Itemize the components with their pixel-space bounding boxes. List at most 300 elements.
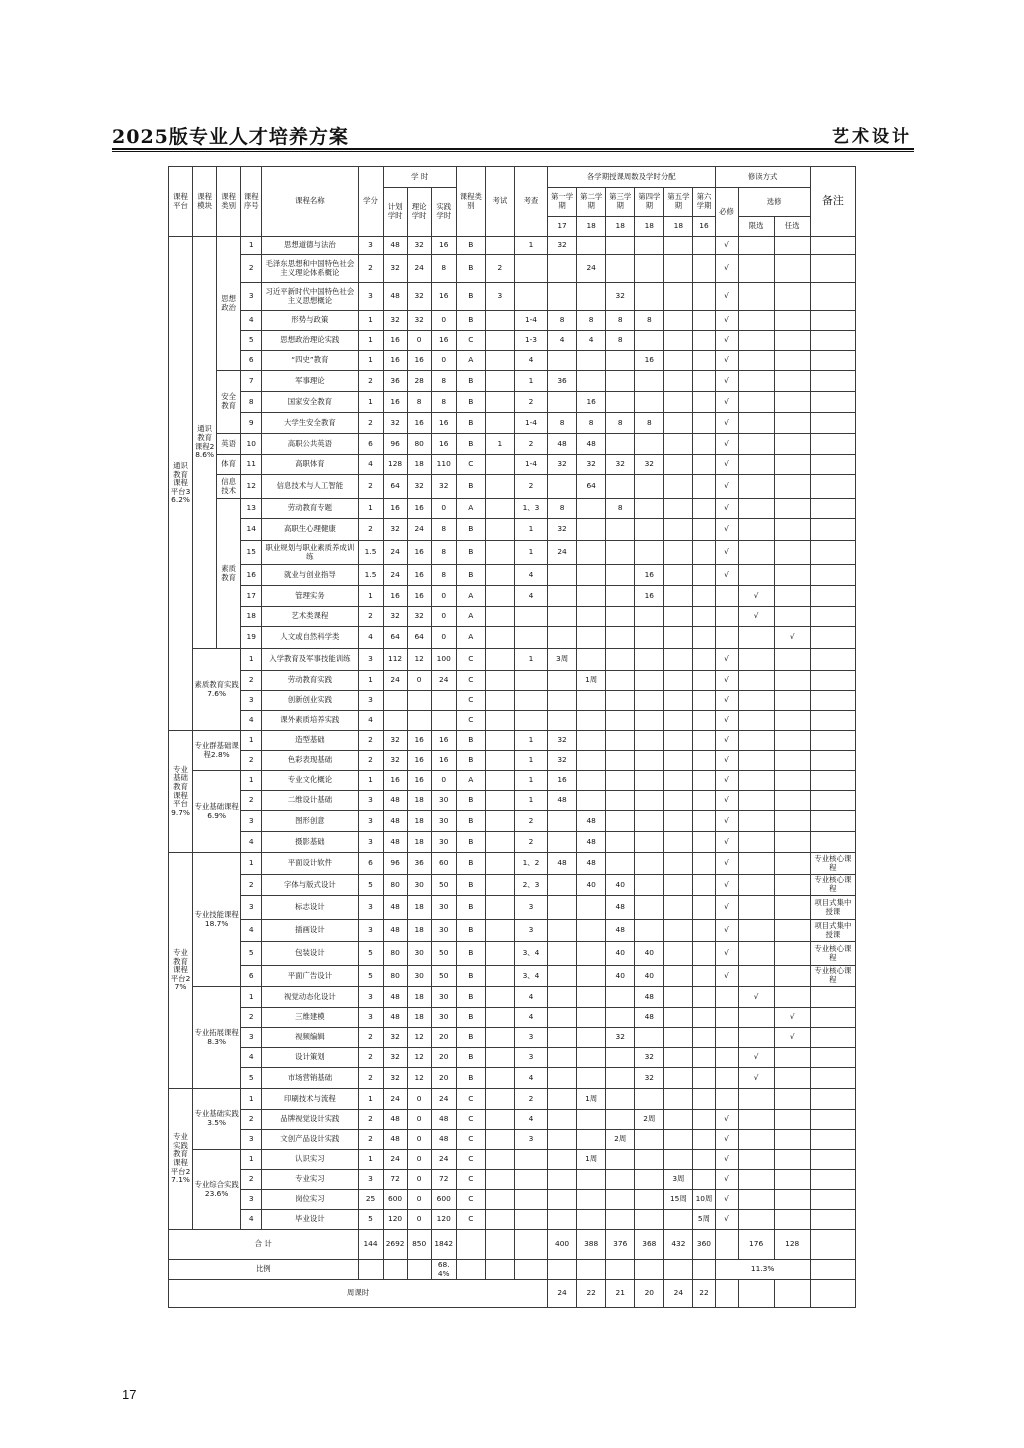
head-limited: 限选 xyxy=(738,217,774,237)
course-sem-5 xyxy=(664,853,693,875)
course-sem-1 xyxy=(548,1110,577,1130)
course-sem-5 xyxy=(664,966,693,987)
course-exam xyxy=(485,627,514,649)
course-limited: √ xyxy=(738,586,774,607)
course-plan-hours: 48 xyxy=(383,1110,407,1130)
course-sem-6 xyxy=(693,942,715,966)
course-seq: 2 xyxy=(241,671,262,691)
course-sem-4 xyxy=(635,1170,664,1190)
course-sem-1: 8 xyxy=(548,413,577,434)
course-limited xyxy=(738,434,774,455)
ratio-sem-empty xyxy=(693,1260,715,1280)
course-credit: 3 xyxy=(358,649,383,671)
course-sem-1 xyxy=(548,1210,577,1230)
course-sem-2 xyxy=(577,896,606,920)
course-sem-5 xyxy=(664,311,693,331)
course-sem-6 xyxy=(693,392,715,413)
course-check: 3 xyxy=(514,1028,547,1048)
course-theory-hours: 32 xyxy=(407,607,431,627)
course-seq: 2 xyxy=(241,751,262,771)
course-sem-3 xyxy=(606,791,635,811)
course-sem-2: 32 xyxy=(577,455,606,475)
course-credit: 1 xyxy=(358,671,383,691)
course-check xyxy=(514,1210,547,1230)
course-plan-hours: 48 xyxy=(383,920,407,942)
course-sem-6 xyxy=(693,351,715,371)
course-check: 1-4 xyxy=(514,455,547,475)
course-practice-hours xyxy=(431,691,456,711)
course-seq: 2 xyxy=(241,875,262,896)
course-sem-4 xyxy=(635,475,664,499)
course-remark xyxy=(810,434,855,455)
course-check: 3、4 xyxy=(514,966,547,987)
course-required xyxy=(715,987,738,1008)
course-type: C xyxy=(456,691,485,711)
course-check: 1 xyxy=(514,519,547,541)
course-row xyxy=(169,771,856,791)
course-sem-2 xyxy=(577,649,606,671)
course-sem-6 xyxy=(693,771,715,791)
course-exam xyxy=(485,499,514,519)
course-sem-6 xyxy=(693,499,715,519)
course-sem-6 xyxy=(693,1008,715,1028)
course-theory-hours xyxy=(407,691,431,711)
course-sem-2: 48 xyxy=(577,811,606,832)
course-name: 二维设计基础 xyxy=(262,791,358,811)
course-sem-3 xyxy=(606,1190,635,1210)
course-sem-6 xyxy=(693,607,715,627)
course-required: √ xyxy=(715,671,738,691)
course-remark xyxy=(810,671,855,691)
course-sem-3 xyxy=(606,987,635,1008)
course-sem-3 xyxy=(606,811,635,832)
course-practice-hours: 8 xyxy=(431,255,456,283)
head-module: 课程模块 xyxy=(193,167,217,237)
course-sem-6 xyxy=(693,751,715,771)
module-skill: 专业技能课程18.7% xyxy=(193,853,241,987)
course-limited xyxy=(738,1190,774,1210)
course-sem-4 xyxy=(635,1028,664,1048)
course-name: 信息技术与人工智能 xyxy=(262,475,358,499)
weekly-limited xyxy=(738,1280,774,1308)
course-name: 创新创业实践 xyxy=(262,691,358,711)
course-exam xyxy=(485,731,514,751)
course-theory-hours: 16 xyxy=(407,586,431,607)
course-theory-hours: 0 xyxy=(407,1210,431,1230)
course-limited: √ xyxy=(738,987,774,1008)
course-sem-1 xyxy=(548,671,577,691)
head-semester-group: 各学期授课周数及学时分配 xyxy=(548,167,715,188)
course-theory-hours: 0 xyxy=(407,331,431,351)
course-limited xyxy=(738,966,774,987)
course-sem-5 xyxy=(664,499,693,519)
course-name: 色彩表现基础 xyxy=(262,751,358,771)
course-sem-2 xyxy=(577,987,606,1008)
totals-remark xyxy=(810,1230,855,1260)
course-sem-3 xyxy=(606,541,635,565)
totals-empty xyxy=(485,1230,514,1260)
course-name: 插画设计 xyxy=(262,920,358,942)
course-plan-hours: 32 xyxy=(383,255,407,283)
course-theory-hours: 0 xyxy=(407,1150,431,1170)
course-required: √ xyxy=(715,875,738,896)
course-check: 2 xyxy=(514,832,547,853)
course-theory-hours: 18 xyxy=(407,987,431,1008)
course-plan-hours: 16 xyxy=(383,392,407,413)
course-sem-1: 32 xyxy=(548,519,577,541)
course-theory-hours: 32 xyxy=(407,475,431,499)
course-limited xyxy=(738,711,774,731)
course-limited: √ xyxy=(738,607,774,627)
course-name: 思想道德与法治 xyxy=(262,237,358,255)
course-sem-4 xyxy=(635,853,664,875)
course-plan-hours: 48 xyxy=(383,791,407,811)
course-exam xyxy=(485,1210,514,1230)
module-group-base: 专业群基础课程2.8% xyxy=(193,731,241,771)
course-row xyxy=(169,455,856,475)
category-english: 英语 xyxy=(217,434,241,455)
course-practice-hours: 48 xyxy=(431,1110,456,1130)
course-row xyxy=(169,331,856,351)
course-sem-6 xyxy=(693,853,715,875)
course-theory-hours: 18 xyxy=(407,455,431,475)
course-optional xyxy=(774,649,810,671)
course-practice-hours: 30 xyxy=(431,1008,456,1028)
course-optional xyxy=(774,1190,810,1210)
course-optional xyxy=(774,237,810,255)
course-optional xyxy=(774,771,810,791)
course-practice-hours: 20 xyxy=(431,1028,456,1048)
course-name: 视频编辑 xyxy=(262,1028,358,1048)
course-exam xyxy=(485,541,514,565)
course-required: √ xyxy=(715,541,738,565)
course-row xyxy=(169,1130,856,1150)
course-remark xyxy=(810,519,855,541)
course-seq: 4 xyxy=(241,1210,262,1230)
course-sem-4: 16 xyxy=(635,351,664,371)
course-name: 艺术类课程 xyxy=(262,607,358,627)
course-sem-6 xyxy=(693,1028,715,1048)
course-name: 就业与创业指导 xyxy=(262,565,358,586)
course-type: B xyxy=(456,966,485,987)
course-sem-5 xyxy=(664,711,693,731)
course-credit: 25 xyxy=(358,1190,383,1210)
course-name: 视觉动态化设计 xyxy=(262,987,358,1008)
course-limited xyxy=(738,413,774,434)
course-required: √ xyxy=(715,896,738,920)
course-limited xyxy=(738,455,774,475)
course-optional xyxy=(774,896,810,920)
course-seq: 13 xyxy=(241,499,262,519)
course-name: 形势与政策 xyxy=(262,311,358,331)
course-optional: √ xyxy=(774,627,810,649)
course-theory-hours: 12 xyxy=(407,649,431,671)
head-hours-group: 学 时 xyxy=(383,167,456,188)
course-theory-hours: 16 xyxy=(407,351,431,371)
course-sem-6 xyxy=(693,283,715,311)
course-limited xyxy=(738,791,774,811)
course-sem-1 xyxy=(548,1068,577,1089)
course-practice-hours: 16 xyxy=(431,331,456,351)
course-practice-hours: 24 xyxy=(431,671,456,691)
course-name: 习近平新时代中国特色社会主义思想概论 xyxy=(262,283,358,311)
course-seq: 1 xyxy=(241,1089,262,1110)
course-required: √ xyxy=(715,711,738,731)
course-sem-4: 48 xyxy=(635,987,664,1008)
course-row xyxy=(169,1089,856,1110)
category-it: 信息技术 xyxy=(217,475,241,499)
course-seq: 17 xyxy=(241,586,262,607)
course-plan-hours: 48 xyxy=(383,832,407,853)
course-seq: 2 xyxy=(241,1170,262,1190)
course-sem-5 xyxy=(664,1210,693,1230)
course-practice-hours: 50 xyxy=(431,875,456,896)
course-type: C xyxy=(456,1190,485,1210)
header-rule xyxy=(112,148,914,150)
course-check xyxy=(514,1170,547,1190)
course-sem-5 xyxy=(664,1048,693,1068)
course-row xyxy=(169,499,856,519)
course-credit: 2 xyxy=(358,255,383,283)
course-theory-hours: 0 xyxy=(407,1170,431,1190)
course-credit: 4 xyxy=(358,711,383,731)
course-sem-3 xyxy=(606,1008,635,1028)
course-exam xyxy=(485,942,514,966)
course-seq: 2 xyxy=(241,1110,262,1130)
head-practice-hours: 实践学时 xyxy=(431,188,456,237)
ratio-sem-empty xyxy=(577,1260,606,1280)
course-remark xyxy=(810,1068,855,1089)
course-optional xyxy=(774,1130,810,1150)
totals-sem-6: 360 xyxy=(693,1230,715,1260)
course-theory-hours: 16 xyxy=(407,541,431,565)
weekly-optional xyxy=(774,1280,810,1308)
course-check: 3 xyxy=(514,920,547,942)
course-sem-3 xyxy=(606,434,635,455)
course-sem-2 xyxy=(577,731,606,751)
course-theory-hours: 8 xyxy=(407,392,431,413)
course-plan-hours: 48 xyxy=(383,237,407,255)
course-optional xyxy=(774,255,810,283)
course-sem-4 xyxy=(635,607,664,627)
course-credit: 4 xyxy=(358,455,383,475)
course-sem-6 xyxy=(693,711,715,731)
course-limited: √ xyxy=(738,1068,774,1089)
course-sem-2 xyxy=(577,499,606,519)
course-sem-2: 1周 xyxy=(577,1089,606,1110)
course-row xyxy=(169,1170,856,1190)
course-sem-2 xyxy=(577,541,606,565)
course-plan-hours: 48 xyxy=(383,811,407,832)
course-type: A xyxy=(456,771,485,791)
course-check xyxy=(514,1190,547,1210)
course-type: B xyxy=(456,519,485,541)
course-plan-hours: 48 xyxy=(383,283,407,311)
course-sem-5: 3周 xyxy=(664,1170,693,1190)
course-sem-4 xyxy=(635,283,664,311)
course-check: 1 xyxy=(514,731,547,751)
course-name: 标志设计 xyxy=(262,896,358,920)
course-row xyxy=(169,311,856,331)
course-plan-hours: 80 xyxy=(383,942,407,966)
course-required: √ xyxy=(715,434,738,455)
course-credit: 1.5 xyxy=(358,541,383,565)
course-theory-hours: 0 xyxy=(407,1130,431,1150)
course-seq: 4 xyxy=(241,311,262,331)
course-theory-hours: 0 xyxy=(407,1190,431,1210)
course-check: 1 xyxy=(514,791,547,811)
head-sem-1: 第一学期 xyxy=(548,188,577,217)
course-optional xyxy=(774,541,810,565)
course-limited xyxy=(738,627,774,649)
course-remark xyxy=(810,1150,855,1170)
course-sem-2 xyxy=(577,371,606,392)
course-sem-3 xyxy=(606,565,635,586)
course-seq: 9 xyxy=(241,413,262,434)
course-required: √ xyxy=(715,475,738,499)
course-limited xyxy=(738,519,774,541)
course-optional xyxy=(774,987,810,1008)
course-sem-1 xyxy=(548,1150,577,1170)
course-optional xyxy=(774,875,810,896)
course-required: √ xyxy=(715,371,738,392)
major-name: 艺术设计 xyxy=(832,127,912,147)
platform-practice: 专业实践教育课程平台27.1% xyxy=(169,1089,193,1230)
course-check: 4 xyxy=(514,1068,547,1089)
course-sem-3: 32 xyxy=(606,1028,635,1048)
course-seq: 2 xyxy=(241,1008,262,1028)
course-sem-1 xyxy=(548,987,577,1008)
course-remark xyxy=(810,586,855,607)
course-theory-hours: 80 xyxy=(407,434,431,455)
course-name: 市场营销基础 xyxy=(262,1068,358,1089)
course-sem-5 xyxy=(664,455,693,475)
course-sem-3 xyxy=(606,351,635,371)
course-row xyxy=(169,607,856,627)
course-sem-2 xyxy=(577,1190,606,1210)
course-sem-1 xyxy=(548,475,577,499)
course-check xyxy=(514,607,547,627)
course-credit: 3 xyxy=(358,1170,383,1190)
course-limited xyxy=(738,541,774,565)
course-check: 2 xyxy=(514,475,547,499)
course-sem-1 xyxy=(548,1190,577,1210)
course-credit: 1 xyxy=(358,586,383,607)
course-sem-5 xyxy=(664,627,693,649)
course-exam xyxy=(485,649,514,671)
totals-empty xyxy=(456,1230,485,1260)
course-credit: 6 xyxy=(358,853,383,875)
course-practice-hours: 24 xyxy=(431,1150,456,1170)
course-type: B xyxy=(456,896,485,920)
course-required xyxy=(715,607,738,627)
course-exam xyxy=(485,1150,514,1170)
course-plan-table xyxy=(168,166,856,1308)
course-sem-4 xyxy=(635,541,664,565)
course-plan-sheet xyxy=(168,166,856,1308)
weekly-sem-3: 21 xyxy=(606,1280,635,1308)
course-seq: 6 xyxy=(241,351,262,371)
course-type: C xyxy=(456,1170,485,1190)
course-practice-hours: 100 xyxy=(431,649,456,671)
course-sem-3 xyxy=(606,711,635,731)
course-theory-hours: 64 xyxy=(407,627,431,649)
course-sem-2: 48 xyxy=(577,853,606,875)
course-credit: 2 xyxy=(358,1110,383,1130)
ratio-sem-empty xyxy=(548,1260,577,1280)
course-required xyxy=(715,586,738,607)
course-plan-hours: 24 xyxy=(383,671,407,691)
course-row xyxy=(169,413,856,434)
course-seq: 1 xyxy=(241,237,262,255)
course-sem-6 xyxy=(693,237,715,255)
course-credit: 1 xyxy=(358,771,383,791)
course-plan-hours: 120 xyxy=(383,1210,407,1230)
course-row xyxy=(169,832,856,853)
ratio-sem-empty xyxy=(664,1260,693,1280)
course-required: √ xyxy=(715,455,738,475)
course-optional xyxy=(774,283,810,311)
course-sem-2 xyxy=(577,751,606,771)
course-required: √ xyxy=(715,283,738,311)
course-remark xyxy=(810,455,855,475)
course-credit: 3 xyxy=(358,896,383,920)
course-required: √ xyxy=(715,413,738,434)
course-sem-1 xyxy=(548,1048,577,1068)
course-sem-5 xyxy=(664,413,693,434)
course-practice-hours: 110 xyxy=(431,455,456,475)
course-name: 入学教育及军事技能训练 xyxy=(262,649,358,671)
module-base-practice: 专业基础实践3.5% xyxy=(193,1089,241,1150)
course-sem-2 xyxy=(577,1110,606,1130)
course-sem-2: 4 xyxy=(577,331,606,351)
category-quality: 素质教育 xyxy=(217,499,241,649)
head-elective: 选修 xyxy=(738,188,810,217)
course-row xyxy=(169,1028,856,1048)
course-credit: 3 xyxy=(358,832,383,853)
course-remark xyxy=(810,1048,855,1068)
course-sem-5 xyxy=(664,607,693,627)
course-seq: 18 xyxy=(241,607,262,627)
course-remark xyxy=(810,351,855,371)
course-sem-5 xyxy=(664,649,693,671)
course-exam xyxy=(485,311,514,331)
course-row xyxy=(169,1008,856,1028)
course-theory-hours: 32 xyxy=(407,283,431,311)
course-limited xyxy=(738,351,774,371)
course-sem-4: 40 xyxy=(635,942,664,966)
platform-professional: 专业教育课程平台27% xyxy=(169,853,193,1089)
course-type: B xyxy=(456,853,485,875)
ratio-empty xyxy=(514,1260,547,1280)
course-exam xyxy=(485,832,514,853)
course-sem-3 xyxy=(606,751,635,771)
course-sem-2: 24 xyxy=(577,255,606,283)
course-exam xyxy=(485,351,514,371)
category-politics: 思想政治 xyxy=(217,237,241,371)
course-exam xyxy=(485,1089,514,1110)
course-remark xyxy=(810,541,855,565)
course-theory-hours: 18 xyxy=(407,791,431,811)
weekly-sem-2: 22 xyxy=(577,1280,606,1308)
course-name: 三维建模 xyxy=(262,1008,358,1028)
course-plan-hours: 16 xyxy=(383,771,407,791)
course-sem-3: 40 xyxy=(606,875,635,896)
course-name: 包装设计 xyxy=(262,942,358,966)
course-sem-5 xyxy=(664,255,693,283)
course-exam xyxy=(485,607,514,627)
course-sem-1 xyxy=(548,811,577,832)
